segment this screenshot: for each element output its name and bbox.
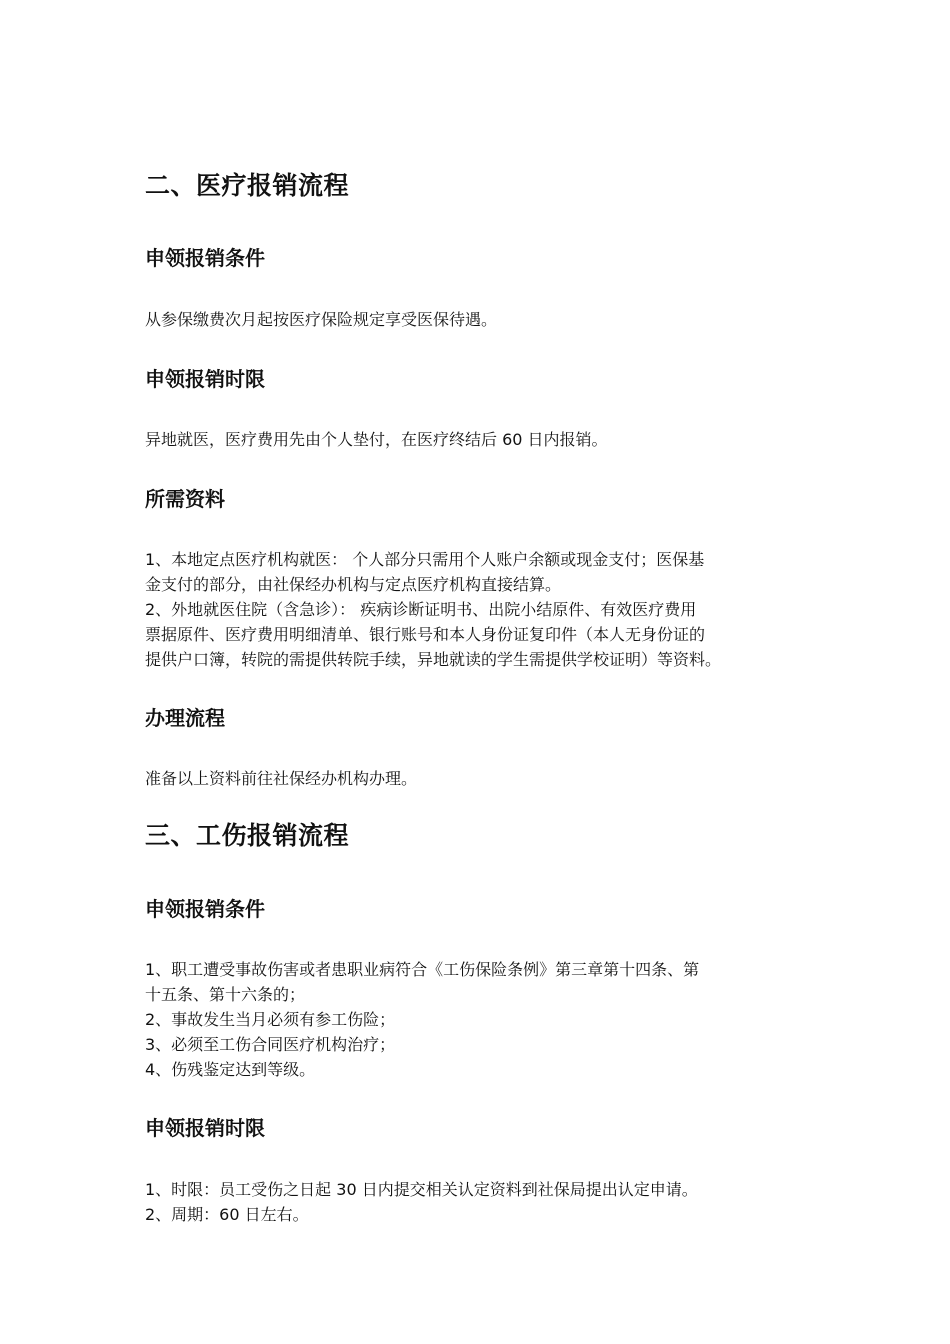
subheading-medical-conditions: 申领报销条件 [145, 246, 265, 270]
text-line: 2、外地就医住院（含急诊）： 疾病诊断证明书、出院小结原件、有效医疗费用 [145, 600, 697, 619]
text-line: 从参保缴费次月起按医疗保险规定享受医保待遇。 [145, 310, 498, 329]
subheading-required-materials: 所需资料 [145, 487, 225, 511]
text-line: 十五条、第十六条的； [145, 985, 306, 1004]
paragraph-injury-conditions [145, 957, 810, 1082]
text-line: 异地就医，医疗费用先由个人垫付，在医疗终结后 60 日内报销。 [145, 430, 608, 449]
text-line: 3、必须至工伤合同医疗机构治疗； [145, 1035, 396, 1054]
subheading-process: 办理流程 [145, 706, 225, 730]
section-title-medical: 二、医疗报销流程 [145, 171, 350, 200]
text-line: 票据原件、医疗费用明细清单、银行账号和本人身份证复印件（本人无身份证的 [145, 625, 706, 644]
paragraph-process [145, 766, 810, 791]
section-title-injury: 三、工伤报销流程 [145, 821, 350, 850]
text-line: 金支付的部分，由社保经办机构与定点医疗机构直接结算。 [145, 575, 562, 594]
text-line: 2、周期：60 日左右。 [145, 1205, 309, 1224]
subheading-injury-conditions: 申领报销条件 [145, 897, 265, 921]
paragraph-medical-deadline [145, 427, 810, 452]
text-line: 1、本地定点医疗机构就医： 个人部分只需用个人账户余额或现金支付；医保基 [145, 550, 705, 569]
subheading-medical-deadline: 申领报销时限 [145, 367, 265, 391]
paragraph-injury-deadline [145, 1177, 810, 1227]
subheading-injury-deadline: 申领报销时限 [145, 1116, 265, 1140]
text-line: 2、事故发生当月必须有参工伤险； [145, 1010, 396, 1029]
text-line: 1、职工遭受事故伤害或者患职业病符合《工伤保险条例》第三章第十四条、第 [145, 960, 700, 979]
text-line: 准备以上资料前往社保经办机构办理。 [145, 769, 418, 788]
text-line: 4、伤残鉴定达到等级。 [145, 1060, 316, 1079]
text-line: 提供户口簿，转院的需提供转院手续，异地就读的学生需提供学校证明）等资料。 [145, 650, 722, 669]
text-line: 1、时限：员工受伤之日起 30 日内提交相关认定资料到社保局提出认定申请。 [145, 1180, 698, 1199]
paragraph-required-materials [145, 547, 810, 672]
paragraph-medical-conditions [145, 307, 810, 332]
